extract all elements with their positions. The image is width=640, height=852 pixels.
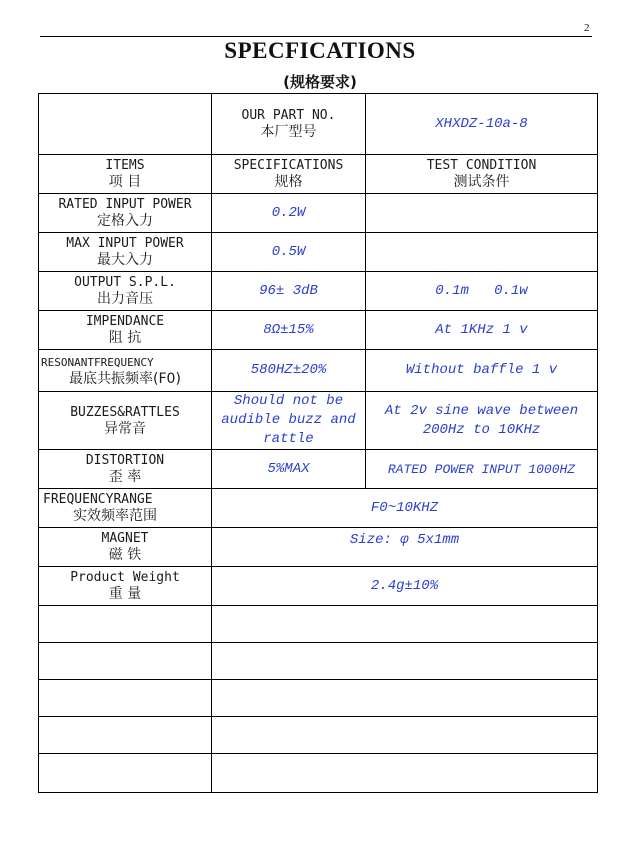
merged-value: 2.4g±10%: [212, 567, 598, 606]
specifications-header: SPECIFICATIONS 规格: [212, 155, 366, 194]
empty-cell: [212, 606, 598, 643]
items-header: ITEMS 项 目: [39, 155, 212, 194]
empty-cell: [212, 643, 598, 680]
merged-value: Size: φ 5x1mm: [212, 528, 598, 567]
empty-cell: [39, 643, 212, 680]
test-condition-header: TEST CONDITION 测试条件: [366, 155, 598, 194]
spec-value: 580HZ±20%: [212, 350, 366, 392]
table-row: [39, 194, 598, 233]
test-value: At 1KHz 1 v: [366, 311, 598, 350]
test-value: [366, 233, 598, 272]
spec-value: Should not be audible buzz and rattle: [212, 392, 366, 450]
part-no-label: OUR PART NO. 本厂型号: [212, 94, 366, 155]
item-label: MAGNET 磁 铁: [39, 528, 212, 567]
empty-row: [39, 754, 598, 793]
item-label: OUTPUT S.P.L. 出力音压: [39, 272, 212, 311]
item-label: DISTORTION 歪 率: [39, 450, 212, 489]
table-row: [39, 272, 598, 311]
empty-cell: [39, 606, 212, 643]
header-rule: [40, 36, 592, 37]
spec-value: 0.2W: [212, 194, 366, 233]
spec-value: 8Ω±15%: [212, 311, 366, 350]
document-title: SPECFICATIONS: [224, 38, 416, 63]
table-row: [39, 567, 598, 606]
table-row: [39, 350, 598, 392]
empty-cell: [212, 717, 598, 754]
empty-row: [39, 717, 598, 754]
empty-row: [39, 606, 598, 643]
table-row: [39, 528, 598, 567]
empty-cell: [39, 680, 212, 717]
part-number-row: [39, 94, 598, 155]
empty-cell: [212, 754, 598, 793]
item-label: MAX INPUT POWER 最大入力: [39, 233, 212, 272]
spec-value: 96± 3dB: [212, 272, 366, 311]
test-value: [366, 194, 598, 233]
page-number: 2: [584, 22, 590, 34]
empty-cell: [212, 680, 598, 717]
empty-row: [39, 680, 598, 717]
empty-cell: [39, 754, 212, 793]
item-label: IMPENDANCE 阻 抗: [39, 311, 212, 350]
item-label: BUZZES&RATTLES 异常音: [39, 392, 212, 450]
test-value: 0.1m 0.1w: [366, 272, 598, 311]
merged-value: F0~10KHZ: [212, 489, 598, 528]
document-subtitle: (规格要求): [283, 73, 357, 91]
spec-value: 0.5W: [212, 233, 366, 272]
part-no-value: XHXDZ-10a-8: [366, 94, 598, 155]
item-label: RATED INPUT POWER 定格入力: [39, 194, 212, 233]
column-header-row: [39, 155, 598, 194]
spec-value: 5%MAX: [212, 450, 366, 489]
item-label: FREQUENCYRANGE 实效频率范围: [39, 489, 212, 528]
spec-table: [38, 93, 598, 793]
empty-cell: [39, 717, 212, 754]
table-row: [39, 450, 598, 489]
test-value: RATED POWER INPUT 1000HZ: [366, 450, 598, 489]
table-row: [39, 311, 598, 350]
test-value: Without baffle 1 v: [366, 350, 598, 392]
test-value: At 2v sine wave between 200Hz to 10KHz: [366, 392, 598, 450]
item-label: Product Weight 重 量: [39, 567, 212, 606]
blank-cell: [39, 94, 212, 155]
empty-row: [39, 643, 598, 680]
item-label: RESONANTFREQUENCY 最底共振频率(F0): [39, 350, 212, 392]
table-row: [39, 233, 598, 272]
table-row: [39, 489, 598, 528]
table-row: [39, 392, 598, 450]
